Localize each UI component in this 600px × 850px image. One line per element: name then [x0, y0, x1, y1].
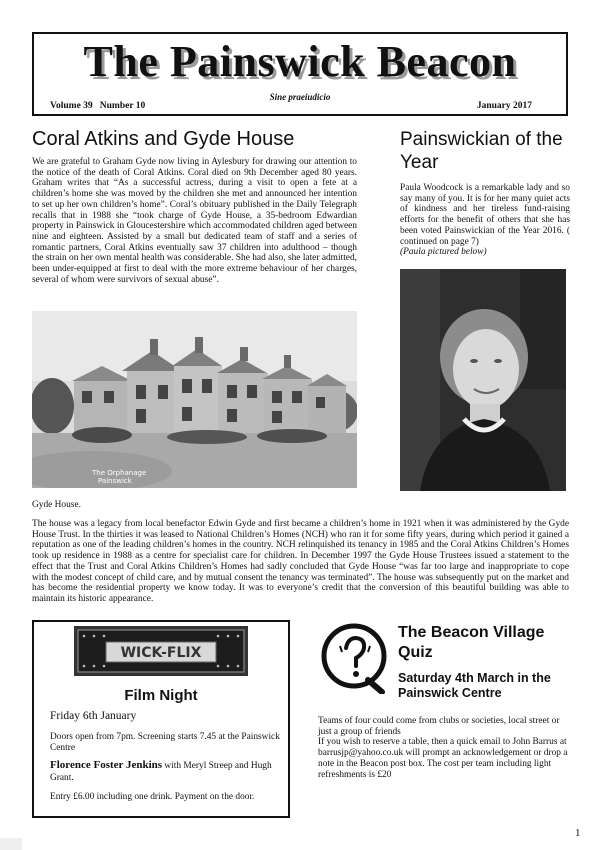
painswickian-text [400, 183, 570, 258]
gyde-house-history: The house was a legacy from local benefactor Edwin Gyde and first became a children’s home in 1921 when it was administered by the Gyde House Trust. In the thirties it was leased to National Children’s Homes (NCH) who ran it for some fifty years, during which period it gained a reputation as one of the leading children’s homes in the country. NCH relinquished its tenancy in 1985 and the Coral Atkins Children’s Homes took up residence in 1988 as a centre for specialist care for children. In December 1997 the Gyde House Trustees issued a statement to the effect that the Trust and Coral Atkins Children’s Homes had sadly concluded that Gyde House “was far too large and inappropriate to cope with the modest concept of child care, and by mutual consent the tenancy was terminated”. The house was subsequently put on the market and has become the residential property we know today. It was to everyone’s credit that the conversion of this beautiful building was able to maintain its historic appearance. [32, 519, 569, 604]
wickflix-logo [74, 626, 248, 676]
film-night-date: Friday 6th January [50, 710, 137, 722]
coral-atkins-intro: We are grateful to Graham Gyde now living in Aylesbury for drawing our attention to the notice of the death of Coral Atkins. Coral died on 9th December aged 80 years. Graham writes that “As a successful actress, during a visit to open a fete at a children’s home she was moved by the children she met and announced her intention to set up her own children’s home”. Coral’s obituary published in the Daily Telegraph recalls that in 1988 she “took charge of Gyde House, a 35-bedroom Edwardian property in Painswick in Gloucestershire which accommodated children aged between nine and eighteen. Assisted by a small but dedicated team of staff and a series of romantic partners, Coral Atkins eventually saw 37 children into adulthood – though the strain on her own mental health was considerable. She had also, she later admitted, been under-equipped at first to deal with the more extreme behaviour of her charges, several of whom were survivors of sexual abuse”. [32, 157, 357, 285]
painswickian-photo-note: (Paula pictured below) [400, 247, 487, 258]
quiz-booking-info: If you wish to reserve a table, then a quick email to John Barrus at barrusjp@yahoo.co.uk will prompt an acknowledgement or drop a note in the Beacon post box. The cost per team including light refreshments is £20 [318, 737, 568, 780]
film-night-movie [50, 759, 282, 784]
paula-woodcock-photo [400, 269, 566, 491]
film-night-doors: Doors open from 7pm. Screening starts 7.45 at the Painswick Centre [50, 732, 280, 753]
photo-inscription-2: Painswick [98, 477, 132, 485]
gyde-house-photo [32, 311, 357, 488]
painswickian-body: Paula Woodcock is a remarkable lady and so say many of you. It is for her many quiet acts of kindness and her tireless fund-raising efforts for the benefit of others that she has been voted Painswickian of the Year 2016. ( continued on page 7) [400, 183, 571, 247]
quiz-text [318, 716, 568, 780]
film-night-title: Film Night [124, 687, 198, 704]
film-cast: with Meryl Streep and Hugh Grant. [50, 761, 272, 783]
masthead-motto: Sine praeiudicio [269, 92, 331, 102]
quiz-question-icon [318, 622, 392, 694]
issue-date: January 2017 [476, 101, 532, 111]
photo-inscription-1: The Orphanage [92, 469, 147, 477]
quiz-teams-info: Teams of four could come from clubs or societies, local street or just a group of friends [318, 716, 560, 737]
painswickian-headline: Painswickian of the Year [400, 129, 563, 173]
newspaper-title: The Painswick Beacon [83, 37, 517, 86]
page-number: 1 [575, 827, 581, 839]
volume-number: Volume 39 Number 10 [50, 101, 146, 111]
photo-caption: Gyde House. [32, 500, 81, 510]
film-night-box [32, 620, 290, 818]
page-corner [0, 838, 22, 850]
coral-atkins-headline: Coral Atkins and Gyde House [32, 128, 295, 150]
masthead [32, 32, 568, 116]
quiz-date: Saturday 4th March in the Painswick Centre [398, 671, 551, 700]
film-night-entry: Entry £6.00 including one drink. Payment on the door. [50, 792, 255, 802]
wickflix-logo-text: WICK-FLIX [120, 645, 202, 661]
quiz-title: The Beacon Village Quiz [398, 624, 545, 661]
film-title-name: Florence Foster Jenkins [50, 759, 163, 771]
